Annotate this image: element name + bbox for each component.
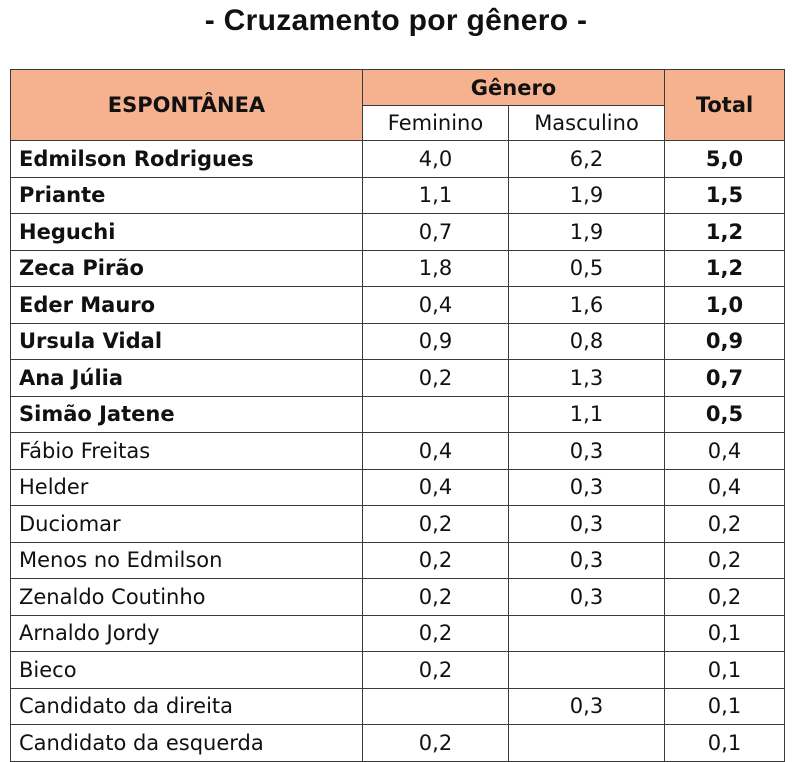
table-row — [11, 652, 785, 689]
page-title: - Cruzamento por gênero - — [204, 4, 588, 37]
table-row — [11, 323, 785, 360]
total-value: 0,2 — [665, 579, 785, 616]
female-value: 0,2 — [363, 652, 509, 689]
female-value: 0,7 — [363, 214, 509, 251]
candidate-name: Zenaldo Coutinho — [11, 579, 363, 616]
male-value: 0,3 — [509, 542, 665, 579]
male-value: 0,3 — [509, 433, 665, 470]
total-value: 0,7 — [665, 360, 785, 397]
male-value: 1,1 — [509, 396, 665, 433]
male-value: 6,2 — [509, 141, 665, 178]
candidate-name: Heguchi — [11, 214, 363, 251]
table-row — [11, 250, 785, 287]
female-value: 0,2 — [363, 360, 509, 397]
gender-crosstab-table — [10, 69, 785, 762]
female-value: 0,4 — [363, 469, 509, 506]
candidate-name: Ana Júlia — [11, 360, 363, 397]
candidate-name: Duciomar — [11, 506, 363, 543]
table-row — [11, 141, 785, 178]
total-value: 5,0 — [665, 141, 785, 178]
candidate-name: Zeca Pirão — [11, 250, 363, 287]
header-male: Masculino — [509, 106, 665, 141]
candidate-name: Candidato da direita — [11, 688, 363, 725]
table-row — [11, 579, 785, 616]
male-value: 0,8 — [509, 323, 665, 360]
candidate-name: Helder — [11, 469, 363, 506]
table-row — [11, 542, 785, 579]
female-value: 0,2 — [363, 542, 509, 579]
table-row — [11, 725, 785, 762]
total-value: 1,2 — [665, 214, 785, 251]
female-value: 0,9 — [363, 323, 509, 360]
total-value: 1,5 — [665, 177, 785, 214]
male-value: 1,3 — [509, 360, 665, 397]
male-value: 0,5 — [509, 250, 665, 287]
total-value: 0,1 — [665, 652, 785, 689]
male-value: 0,3 — [509, 506, 665, 543]
total-value: 0,1 — [665, 688, 785, 725]
total-value: 0,1 — [665, 725, 785, 762]
total-value: 0,1 — [665, 615, 785, 652]
header-gender-group: Gênero — [363, 70, 665, 106]
header-female: Feminino — [363, 106, 509, 141]
female-value — [363, 396, 509, 433]
table-row — [11, 360, 785, 397]
total-value: 0,5 — [665, 396, 785, 433]
male-value: 1,9 — [509, 214, 665, 251]
female-value: 4,0 — [363, 141, 509, 178]
total-value: 1,2 — [665, 250, 785, 287]
table-row — [11, 433, 785, 470]
table-row — [11, 214, 785, 251]
female-value: 1,8 — [363, 250, 509, 287]
male-value: 1,9 — [509, 177, 665, 214]
total-value: 0,2 — [665, 506, 785, 543]
female-value: 0,4 — [363, 287, 509, 324]
candidate-name: Arnaldo Jordy — [11, 615, 363, 652]
header-total: Total — [665, 70, 785, 141]
male-value: 0,3 — [509, 469, 665, 506]
candidate-name: Menos no Edmilson — [11, 542, 363, 579]
male-value: 1,6 — [509, 287, 665, 324]
table-row — [11, 615, 785, 652]
candidate-name: Priante — [11, 177, 363, 214]
female-value — [363, 688, 509, 725]
female-value: 0,2 — [363, 615, 509, 652]
male-value — [509, 652, 665, 689]
table-row — [11, 396, 785, 433]
total-value: 0,4 — [665, 469, 785, 506]
candidate-name: Simão Jatene — [11, 396, 363, 433]
candidate-name: Bieco — [11, 652, 363, 689]
female-value: 1,1 — [363, 177, 509, 214]
table-row — [11, 287, 785, 324]
male-value — [509, 615, 665, 652]
total-value: 0,4 — [665, 433, 785, 470]
candidate-name: Fábio Freitas — [11, 433, 363, 470]
candidate-name: Edmilson Rodrigues — [11, 141, 363, 178]
candidate-name: Eder Mauro — [11, 287, 363, 324]
table-row — [11, 506, 785, 543]
header-espontanea: ESPONTÂNEA — [11, 70, 363, 141]
male-value — [509, 725, 665, 762]
table-row — [11, 177, 785, 214]
candidate-name: Candidato da esquerda — [11, 725, 363, 762]
female-value: 0,2 — [363, 579, 509, 616]
male-value: 0,3 — [509, 579, 665, 616]
total-value: 1,0 — [665, 287, 785, 324]
table-row — [11, 688, 785, 725]
table-row — [11, 469, 785, 506]
female-value: 0,4 — [363, 433, 509, 470]
female-value: 0,2 — [363, 506, 509, 543]
female-value: 0,2 — [363, 725, 509, 762]
total-value: 0,2 — [665, 542, 785, 579]
male-value: 0,3 — [509, 688, 665, 725]
total-value: 0,9 — [665, 323, 785, 360]
candidate-name: Ursula Vidal — [11, 323, 363, 360]
